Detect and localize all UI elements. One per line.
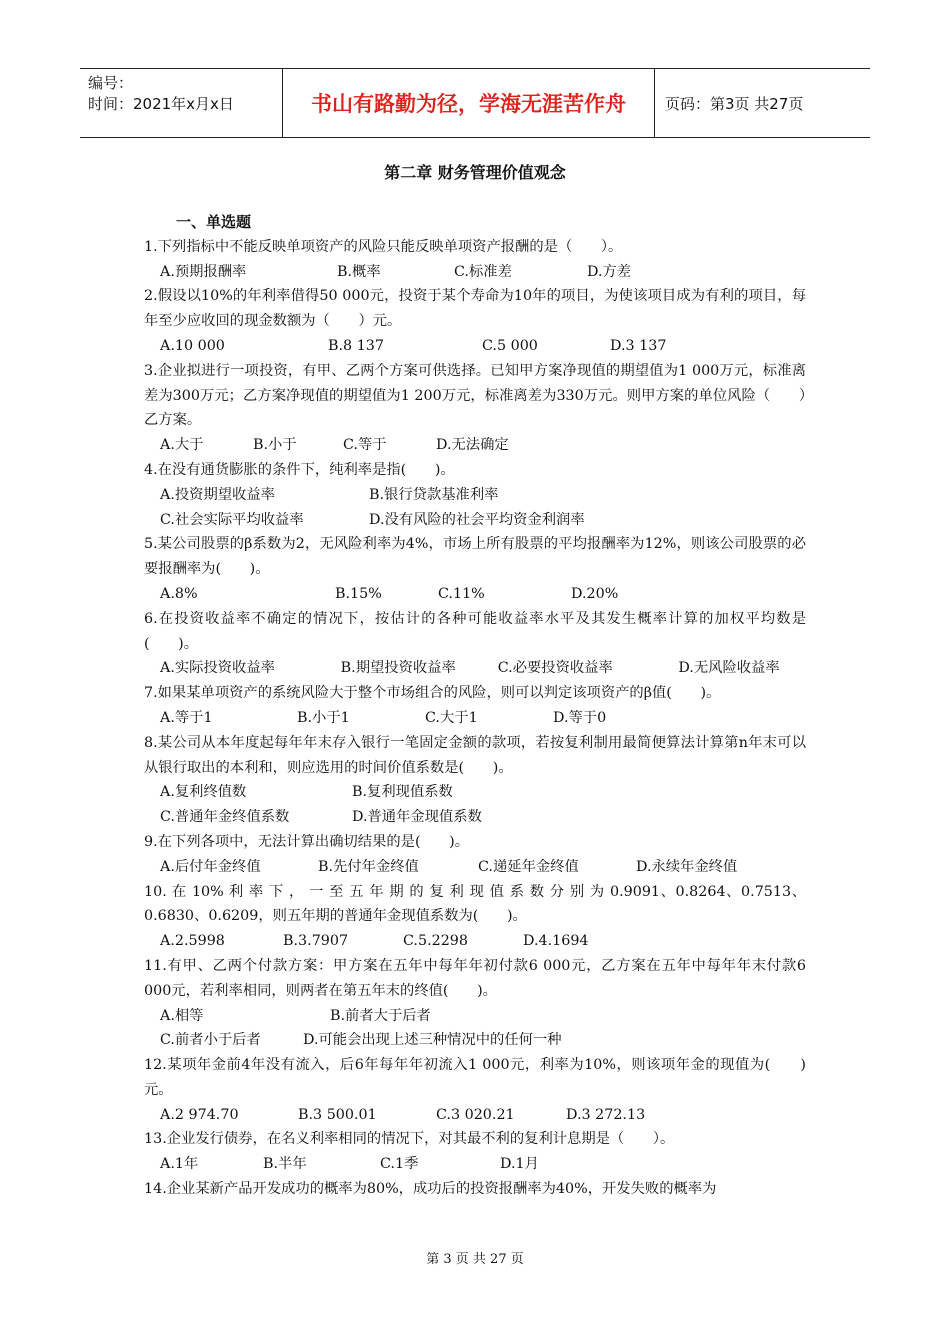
answer-option: A.复利终值数 [160, 784, 247, 801]
question-text: 3.企业拟进行一项投资，有甲、乙两个方案可供选择。已知甲方案净现值的期望值为1 000万元，标准离差为300万元；乙方案净现值的期望值为1 200万元，标准离差为330万元。则甲方案的单位风险（ ）乙方案。 [144, 362, 806, 429]
section-title: 一、单选题 [176, 213, 252, 231]
answer-option: A.2.5998 [160, 933, 225, 950]
option-row [144, 508, 806, 533]
question-text: 10. 在 10% 利 率 下 ， 一 至 五 年 期 的 复 利 现 值 系 数 分 别 为 0.9091、0.8264、0.7513、0.6830、0.6209，则五年期的普通年金现值系数为( )。 [144, 883, 806, 925]
answer-option: C.大于1 [425, 709, 478, 726]
option-row [144, 1004, 806, 1029]
question-text: 6.在投资收益率不确定的情况下，按估计的各种可能收益率水平及其发生概率计算的加权平均数是( )。 [144, 610, 806, 652]
answer-option: B.半年 [263, 1156, 307, 1173]
question-list [144, 210, 806, 1202]
answer-option: D.可能会出现上述三种情况中的任何一种 [303, 1032, 562, 1049]
answer-option: C.前者小于后者 [160, 1032, 261, 1049]
answer-option: D.方差 [587, 263, 632, 280]
answer-option: C.递延年金终值 [478, 858, 579, 875]
answer-option: D.3 272.13 [566, 1106, 646, 1123]
question-text: 4.在没有通货膨胀的条件下，纯利率是指( )。 [144, 461, 455, 478]
option-row [144, 483, 806, 508]
answer-option: D.没有风险的社会平均资金利润率 [369, 511, 585, 528]
answer-option: D.无法确定 [436, 437, 509, 454]
answer-option: C.标准差 [454, 263, 512, 280]
answer-option: C.必要投资收益率 [497, 660, 613, 677]
answer-option: C.1季 [380, 1156, 419, 1173]
answer-option: C.5.2298 [403, 933, 468, 950]
answer-option: B.3 500.01 [298, 1106, 377, 1123]
answer-option: A.相等 [160, 1007, 204, 1024]
header-meta [80, 69, 282, 137]
question-text: 1.下列指标中不能反映单项资产的风险只能反映单项资产报酬的是（ ）。 [144, 238, 623, 255]
answer-option: A.大于 [160, 437, 204, 454]
answer-option: C.3 020.21 [436, 1106, 515, 1123]
answer-option: B.银行贷款基准利率 [369, 486, 499, 503]
header-motto: 书山有路勤为径，学海无涯苦作舟 [282, 69, 655, 137]
option-row [144, 1028, 806, 1053]
answer-option: B.15% [335, 585, 382, 602]
answer-option: A.预期报酬率 [160, 263, 247, 280]
option-row [144, 1103, 806, 1128]
answer-option: D.等于0 [553, 709, 607, 726]
answer-option: C.5 000 [482, 337, 538, 354]
option-row [144, 780, 806, 805]
question-text: 11.有甲、乙两个付款方案：甲方案在五年中每年年初付款6 000元，乙方案在五年中每年年末付款6 000元，若利率相同，则两者在第五年末的终值( )。 [144, 957, 806, 999]
option-row [144, 656, 806, 681]
answer-option: A.10 000 [160, 337, 225, 354]
option-row [144, 1152, 806, 1177]
question-text: 8.某公司从本年度起每年年末存入银行一笔固定金额的款项，若按复利制用最简便算法计算第n年末可以从银行取出的本利和，则应选用的时间价值系数是( )。 [144, 734, 806, 776]
answer-option: C.普通年金终值系数 [160, 809, 290, 826]
header-time: 时间：2021年x月x日 [88, 95, 234, 113]
answer-option: B.小于1 [297, 709, 350, 726]
question-text: 14.企业某新产品开发成功的概率为80%，成功后的投资报酬率为40%，开发失败的概率为 [144, 1181, 717, 1198]
answer-option: B.期望投资收益率 [340, 660, 456, 677]
page-footer: 第 3 页 共 27 页 [426, 1252, 524, 1267]
answer-option: A.8% [160, 585, 198, 602]
answer-option: A.1年 [160, 1156, 199, 1173]
option-row [144, 334, 806, 359]
answer-option: B.小于 [253, 437, 297, 454]
option-row [144, 929, 806, 954]
answer-option: A.实际投资收益率 [160, 660, 275, 677]
answer-option: B.前者大于后者 [330, 1007, 431, 1024]
question-text: 9.在下列各项中，无法计算出确切结果的是( )。 [144, 833, 470, 850]
answer-option: D.1月 [500, 1156, 539, 1173]
answer-option: D.4.1694 [523, 933, 589, 950]
option-row [144, 582, 806, 607]
answer-option: C.等于 [343, 437, 387, 454]
chapter-title: 第二章 财务管理价值观念 [384, 163, 566, 182]
page-header [80, 68, 870, 138]
header-number: 编号： [88, 74, 134, 92]
question-text: 7.如果某单项资产的系统风险大于整个市场组合的风险，则可以判定该项资产的β值( )。 [144, 685, 721, 702]
question-text: 2.假设以10%的年利率借得50 000元，投资于某个寿命为10年的项目，为使该项目成为有利的项目，每年至少应收回的现金数额为（ ）元。 [144, 288, 806, 330]
option-row [144, 805, 806, 830]
option-row [144, 855, 806, 880]
answer-option: D.普通年金现值系数 [352, 809, 482, 826]
answer-option: C.社会实际平均收益率 [160, 511, 304, 528]
answer-option: A.等于1 [160, 709, 213, 726]
answer-option: B.复利现值系数 [352, 784, 453, 801]
question-text: 12.某项年金前4年没有流入，后6年每年年初流入1 000元，利率为10%，则该项年金的现值为( )元。 [144, 1057, 806, 1098]
option-row [144, 706, 806, 731]
answer-option: B.概率 [337, 263, 381, 280]
answer-option: B.先付年金终值 [318, 858, 419, 875]
answer-option: C.11% [438, 585, 485, 602]
answer-option: A.投资期望收益率 [160, 486, 275, 503]
header-page-info: 页码：第3页 共27页 [665, 94, 804, 113]
answer-option: A.后付年金终值 [160, 858, 261, 875]
question-text: 13.企业发行债券，在名义利率相同的情况下，对其最不利的复利计息期是（ ）。 [144, 1131, 675, 1148]
question-text: 5.某公司股票的β系数为2，无风险利率为4%，市场上所有股票的平均报酬率为12%，则该公司股票的必要报酬率为( )。 [144, 536, 806, 578]
option-row [144, 433, 806, 458]
questions-container [144, 235, 806, 1202]
answer-option: D.3 137 [610, 337, 667, 354]
answer-option: B.3.7907 [283, 933, 349, 950]
answer-option: D.20% [571, 585, 619, 602]
answer-option: D.永续年金终值 [636, 858, 738, 875]
answer-option: A.2 974.70 [160, 1106, 239, 1123]
answer-option: D.无风险收益率 [678, 660, 780, 677]
option-row [144, 260, 806, 285]
answer-option: B.8 137 [328, 337, 384, 354]
